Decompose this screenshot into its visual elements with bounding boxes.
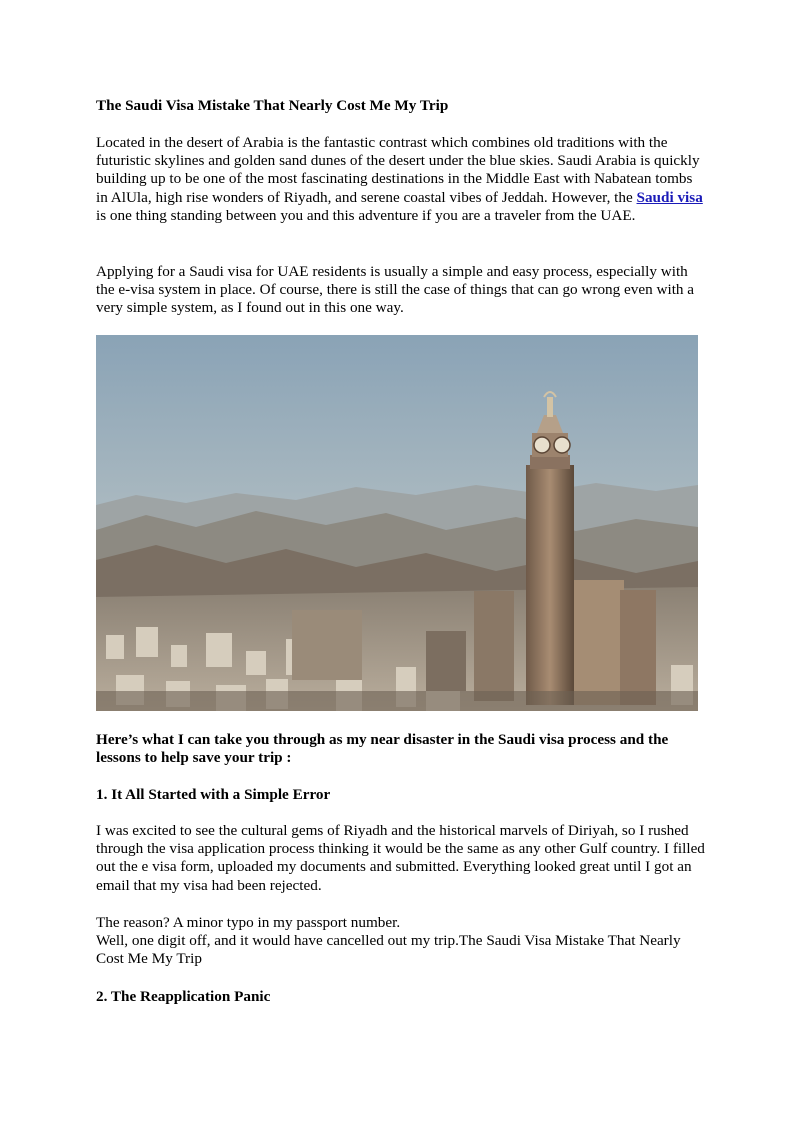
saudi-visa-link[interactable]: Saudi visa [636, 188, 703, 206]
reason-line: The reason? A minor typo in my passport number. [96, 914, 401, 931]
section-1-heading: 1. It All Started with a Simple Error [96, 786, 331, 803]
mecca-clock-tower-photo [96, 335, 698, 711]
intro-paragraph [96, 134, 706, 225]
lead-heading: Here’s what I can take you through as my near disaster in the Saudi visa process and the lessons to help save your trip : [96, 731, 669, 767]
evisa-paragraph: Applying for a Saudi visa for UAE residents is usually a simple and easy process, especially with the e-visa system in place. Of course, there is still the case of things that can go wrong even with a very simple system, as I found out in this one way. [96, 263, 695, 317]
intro-text-start: Located in the desert of Arabia is the fantastic contrast which combines old traditions with the futuristic skylines and golden sand dunes of the desert under the blue skies. Saudi Arabia is quickly building up to be one of the most fascinating destinations in the Middle East with Nabatean tombs in AlUla, high rise wonders of Riyadh, and serene coastal vibes of Jeddah. However, the [96, 134, 700, 206]
intro-text-end: is one thing standing between you and this adventure if you are a traveler from the UAE. [96, 206, 636, 224]
article-title: The Saudi Visa Mistake That Nearly Cost Me My Trip [96, 97, 449, 114]
section-1-paragraph: I was excited to see the cultural gems of Riyadh and the historical marvels of Diriyah, so I rushed through the visa application process thinking it would be the same as any other Gulf country. I filled out the e visa form, uploaded my documents and submitted. Everything looked great until I got an email that my visa had been rejected. [96, 822, 705, 894]
section-2-heading: 2. The Reapplication Panic [96, 988, 271, 1005]
section-1-closing: Well, one digit off, and it would have cancelled out my trip.The Saudi Visa Mistake That Nearly Cost Me My Trip [96, 932, 681, 968]
